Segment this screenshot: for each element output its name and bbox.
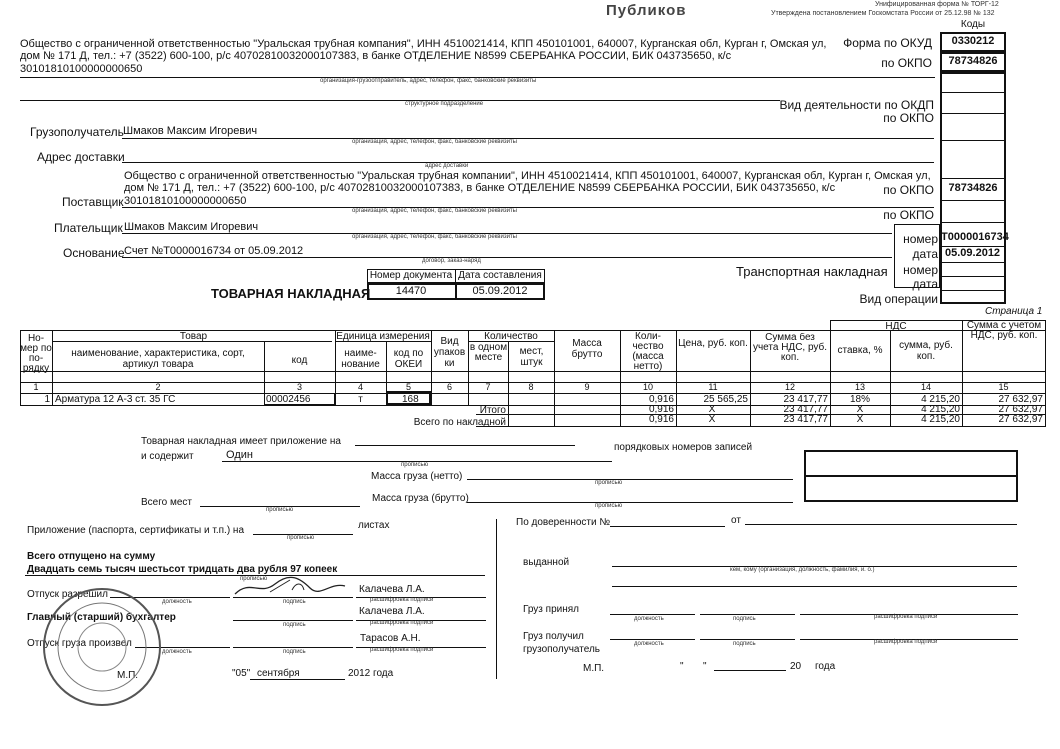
h-vat: НДС (885, 321, 907, 332)
chief-accountant-label: Главный (старший) бухгалтер (27, 612, 176, 623)
h-qty: Количество (484, 331, 538, 342)
grand-sum: 23 417,77 (783, 414, 828, 425)
supplier-line2: дом № 171 Д, тел.: +7 (3522) 600-100, р/с 40702810032000107383, в банке ОТДЕЛЕНИЕ N8599 СБЕРБАНКА РОССИИ, БИК 043735650, к/с (124, 182, 836, 194)
decoding-caption-r1: расшифровка подписи (874, 614, 938, 620)
row-vat: 4 215,20 (921, 394, 960, 405)
accepted-label: Груз принял (523, 604, 580, 615)
h-unit-okei: код по ОКЕИ (393, 348, 424, 370)
itogo-label: Итого (479, 405, 506, 416)
page-number: Страница 1 (985, 306, 1043, 317)
row-okei: 168 (402, 394, 419, 405)
position-caption-1: должность (162, 599, 192, 605)
sheets-label: листах (358, 520, 390, 531)
column-number: 6 (446, 382, 452, 392)
column-number: 14 (920, 382, 931, 392)
itogo-sum: 23 417,77 (783, 404, 828, 415)
column-number: 8 (528, 382, 534, 392)
okpo2-label: по ОКПО (883, 111, 934, 125)
grand-vat: 4 215,20 (921, 414, 960, 425)
quote-mark: " " (680, 661, 707, 672)
date2-year: 20 (790, 661, 802, 672)
h-qty-places: мест, штук (519, 346, 544, 368)
basis-value: Счет №Т0000016734 от 05.09.2012 (124, 245, 304, 257)
doc-num-value: 14470 (395, 285, 427, 297)
approved-label: Утверждена постановлением Госкомстата России от 25.12.98 № 132 (771, 10, 995, 17)
okpo3-label: по ОКПО (883, 183, 934, 197)
date-value: 05.09.2012 (945, 247, 1001, 259)
supplier-line1: Общество с ограниченной ответственностью "Уральская трубная компании", ИНН 4510021414, КПП 450101001, 640007, Курганская обл, Курган г, Омская ул, (124, 170, 931, 182)
doc-title: ТОВАРНАЯ НАКЛАДНАЯ (211, 286, 371, 301)
row-rate: 18% (849, 394, 870, 405)
net-mass-label: Масса груза (нетто) (371, 471, 463, 482)
payer-caption: организация, адрес, телефон, факс, банковские реквизиты (352, 234, 517, 240)
supplier-line3: 30101810100000000650 (124, 195, 247, 207)
row-unit: т (358, 394, 363, 405)
decoding-caption-2: расшифровка подписи (370, 620, 434, 626)
column-number: 5 (405, 382, 411, 392)
okud-label: Форма по ОКУД (843, 36, 932, 50)
itogo-price: X (708, 404, 716, 415)
inwords-caption-2: прописью (595, 480, 623, 486)
column-number: 9 (584, 382, 590, 392)
delivery-label: Адрес доставки (37, 150, 125, 164)
codes-title: Коды (960, 19, 986, 30)
gross-mass-label: Масса груза (брутто) (372, 493, 469, 504)
consignee-label: Грузополучатель (30, 125, 124, 139)
name3: Тарасов А.Н. (360, 633, 421, 644)
signature-caption-2: подпись (283, 622, 306, 628)
grand-rate: X (856, 414, 864, 425)
contains-label: и содержит (141, 451, 194, 462)
inwords-caption-6: прописью (240, 576, 268, 582)
position-caption-r2: должность (634, 641, 664, 647)
h-sum-novat: Сумма без учета НДС, руб. коп. (752, 333, 828, 363)
okpo-label: по ОКПО (881, 56, 932, 70)
h-pack: Вид упаков ки (433, 336, 466, 369)
h-total: Сумма с учетом НДС, руб. коп. (966, 321, 1042, 341)
position-caption-r1: должность (634, 616, 664, 622)
release-allowed-label: Отпуск разрешил (27, 589, 108, 600)
issued-caption: кем, кому (организация, должность, фамилия, и. о.) (730, 567, 875, 573)
signature-caption-1: подпись (283, 599, 306, 605)
column-number: 1 (33, 382, 39, 392)
delivery-caption: адрес доставки (425, 163, 469, 169)
number-label: номер (903, 232, 938, 246)
column-number: 2 (155, 382, 161, 392)
from-label: от (731, 515, 741, 526)
decoding-caption-r2: расшифровка подписи (874, 639, 938, 645)
number-value: Т0000016734 (941, 231, 1009, 243)
grand-total: 27 632,97 (998, 414, 1043, 425)
row-net: 0,916 (648, 394, 674, 405)
signature-caption-3: подпись (283, 649, 306, 655)
inwords-caption-5: прописью (287, 535, 315, 541)
itogo-vat: 4 215,20 (921, 404, 960, 415)
transport-label: Транспортная накладная (736, 264, 888, 279)
okpo4-label: по ОКПО (883, 208, 934, 222)
inwords-caption-4: прописью (266, 507, 294, 513)
row-sum: 23 417,77 (783, 394, 828, 405)
decoding-caption-1: расшифровка подписи (370, 597, 434, 603)
name1: Калачева Л.А. (359, 584, 425, 595)
h-vat-rate: ставка, % (837, 345, 883, 356)
issued-label: выданной (523, 557, 570, 568)
h-goods-name: наименование, характеристика, сорт, артикул товара (71, 348, 245, 370)
h-vat-sum: сумма, руб. коп. (899, 340, 953, 362)
column-number: 3 (296, 382, 302, 392)
column-number: 4 (357, 382, 363, 392)
date-day: "05" (232, 668, 251, 679)
column-number: 7 (485, 382, 491, 392)
basis-caption: договор, заказ-наряд (422, 258, 481, 264)
mp-label: М.П. (117, 670, 139, 681)
row-price: 25 565,25 (703, 394, 748, 405)
okud-value: 0330212 (951, 35, 995, 47)
h-goods: Товар (179, 331, 208, 342)
name2: Калачева Л.А. (359, 606, 425, 617)
shipper-line2: дом № 171 Д, тел.: +7 (3522) 600-100, р/с 40702810032000107383, в банке ОТДЕЛЕНИЕ N8599 СБЕРБАНКА РОССИИ, БИК 043735650, к/с (20, 50, 732, 62)
division-caption: структурное подразделение (405, 101, 484, 107)
grand-price: X (708, 414, 716, 425)
supplier-label: Поставщик (62, 195, 124, 209)
date-month: сентября (257, 668, 300, 679)
decoding-caption-3: расшифровка подписи (370, 647, 434, 653)
row-code: 00002456 (266, 394, 311, 405)
column-number: 12 (784, 382, 795, 392)
payer-label: Плательщик (54, 221, 123, 235)
row-total: 27 632,97 (998, 394, 1043, 405)
doc-date-header: Дата составления (458, 270, 542, 281)
h-net: Коли-чество (масса нетто) (632, 332, 664, 372)
shipper-line3: 30101810100000000650 (20, 63, 143, 75)
doc-date-value: 05.09.2012 (472, 285, 528, 297)
h-qty-one: в одном месте (469, 343, 508, 363)
tn-number-label: номер (903, 263, 938, 277)
handwritten-signature (230, 574, 350, 600)
shipper-caption: организация-грузоотправитель, адрес, телефон, факс, банковские реквизиты (320, 78, 537, 84)
doc-num-header: Номер документа (369, 270, 453, 281)
signature-caption-r1: подпись (733, 616, 756, 622)
itogo-rate: X (856, 404, 864, 415)
row-name: Арматура 12 А-3 ст. 35 ГС (55, 394, 176, 405)
signature-caption-r2: подпись (733, 641, 756, 647)
h-unit: Единица измерения (336, 331, 430, 342)
consignee-caption: организация, адрес, телефон, факс, банковские реквизиты (352, 139, 517, 145)
column-number: 15 (998, 382, 1009, 392)
received-label: Груз получил грузополучатель (523, 631, 601, 655)
mp2-label: М.П. (583, 663, 605, 674)
h-goods-code: код (291, 355, 308, 366)
h-price: Цена, руб. коп. (678, 338, 748, 349)
unified-form-label: Унифицированная форма № ТОРГ-12 (875, 1, 999, 8)
grand-net: 0,916 (648, 414, 674, 425)
okdp-label: Вид деятельности по ОКДП (779, 98, 934, 112)
date2-suffix: года (815, 661, 836, 672)
supplier-caption: организация, адрес, телефон, факс, банковские реквизиты (352, 208, 517, 214)
okpo3-value: 78734826 (948, 182, 998, 194)
date-year: 2012 года (348, 668, 394, 679)
released-label: Всего отпущено на сумму (27, 551, 156, 562)
total-places-label: Всего мест (141, 497, 193, 508)
position-caption-3: должность (162, 649, 192, 655)
shipper-line1: Общество с ограниченной ответственностью "Уральская трубная компания", ИНН 4510021414, КПП 450101001, 640007, Курганская обл, Курган г, Омская ул, (20, 38, 827, 50)
consignee-value: Шмаков Максим Игоревич (123, 125, 258, 137)
tn-date-label: дата (912, 277, 938, 291)
itogo-total: 27 632,97 (998, 404, 1043, 415)
release-made-label: Отпуск груза произвел (27, 638, 132, 649)
inwords-caption-3: прописью (595, 503, 623, 509)
inwords-caption-1: прописью (401, 462, 429, 468)
stamp-text: Публиков (606, 2, 687, 19)
annex-label: Приложение (паспорта, сертификаты и т.п.) на (27, 525, 245, 536)
itogo-net: 0,916 (648, 404, 674, 415)
column-number: 11 (708, 382, 718, 392)
column-number: 13 (854, 382, 865, 392)
row-no: 1 (44, 394, 50, 405)
column-number: 10 (642, 382, 653, 392)
contains-value: Один (226, 449, 253, 461)
h-unit-name: наиме-нование (341, 348, 380, 370)
okpo-value: 78734826 (948, 55, 998, 67)
round-seal (40, 585, 164, 709)
released-value: Двадцать семь тысяч шестьсот тридцать два рубля 97 копеек (27, 564, 338, 575)
h-gross: Масса брутто (571, 338, 603, 360)
payer-value: Шмаков Максим Игоревич (124, 221, 259, 233)
attachment-label: Товарная накладная имеет приложение на (141, 436, 341, 447)
basis-label: Основание (63, 246, 125, 260)
date-label: дата (912, 247, 938, 261)
grand-label: Всего по накладной (413, 417, 506, 428)
proxy-label: По доверенности № (516, 517, 611, 528)
h-no: Но-мер по по-рядку (20, 334, 52, 374)
operation-label: Вид операции (859, 292, 938, 306)
records-label: порядковых номеров записей (614, 442, 753, 453)
